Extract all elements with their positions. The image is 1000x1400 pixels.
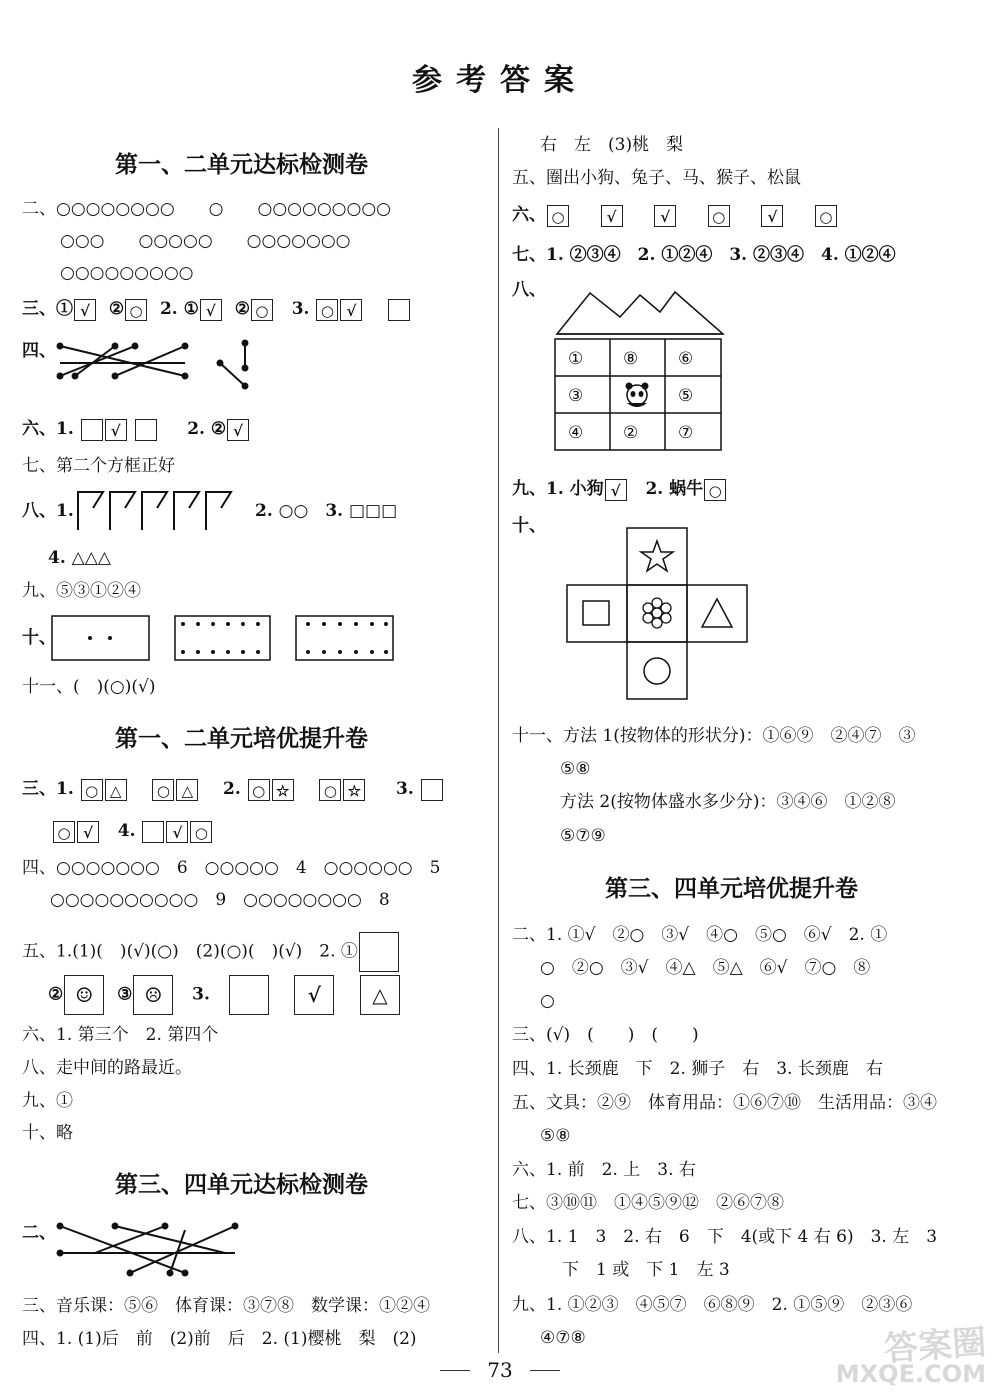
matching-lines-diagram	[55, 338, 270, 398]
label: 2. 蜗牛	[645, 479, 704, 499]
answer-box: △	[360, 975, 400, 1015]
answer-line: ○○○○○○○○○	[60, 263, 194, 283]
panda-icon	[626, 383, 649, 408]
label: ②	[48, 984, 64, 1005]
square-icon	[583, 601, 609, 625]
smiley-face-icon: ☺	[64, 975, 104, 1015]
flower-icon	[643, 598, 671, 628]
answer-box: √	[74, 299, 96, 321]
watermark-logo: 答案圈	[882, 1322, 988, 1370]
answer-line: 九、①	[22, 1091, 73, 1111]
answer-line	[512, 478, 727, 501]
answer-box: ○	[704, 479, 726, 501]
answer-line: 七、③⑩⑪ ①④⑤⑨⑫ ②⑥⑦⑧	[512, 1193, 784, 1213]
answer-box	[142, 821, 164, 843]
answer-line: 七、第二个方框正好	[22, 456, 175, 476]
answer-box: √	[761, 205, 783, 227]
answer-line: 十一、方法 1(按物体的形状分)：①⑥⑨ ②④⑦ ③	[512, 726, 916, 746]
label: 2.	[187, 419, 205, 439]
answer-box: √	[340, 299, 362, 321]
sad-face-icon: ☹	[133, 975, 173, 1015]
answer-box: √	[105, 419, 127, 441]
grid-cell: ②	[623, 423, 639, 443]
column-divider	[498, 128, 499, 1353]
answer-line: 八、走中间的路最近。	[22, 1058, 192, 1078]
answer-box: ☆	[272, 779, 294, 801]
answer-line: ④⑦⑧	[540, 1328, 586, 1348]
answer-box: ○	[547, 205, 569, 227]
label: 2.	[159, 299, 178, 319]
grid-cell: ③	[568, 386, 584, 406]
answer-line: ⑤⑦⑨	[560, 826, 606, 846]
answer-line: 方法 2(按物体盛水多少分)：③④⑥ ①②⑧	[560, 792, 896, 812]
answer-box	[229, 975, 269, 1015]
answer-line: 四、○○○○○○○ 6 ○○○○○ 4 ○○○○○○ 5	[22, 858, 441, 878]
answer-box	[421, 779, 443, 801]
answer-box	[359, 932, 399, 972]
label: ②	[210, 419, 227, 439]
answer-line	[22, 932, 400, 972]
answer-box: √	[200, 299, 222, 321]
label: 3.	[291, 299, 310, 319]
label: 六、	[512, 205, 546, 225]
label: ③	[117, 984, 133, 1005]
answer-line: 八、1. 1 3 2. 右 6 下 4(或下 4 右 6) 3. 左 3	[512, 1227, 938, 1247]
grid-cell: ⑥	[678, 349, 694, 369]
answer-box: ○	[319, 779, 341, 801]
answer-box: √	[294, 975, 334, 1015]
answer-line	[22, 778, 444, 801]
answer-line: 2. ○○ 3. □□□	[255, 501, 398, 521]
dot-boxes-diagram	[50, 614, 395, 664]
watermark-url: MXQE.COM	[835, 1360, 986, 1388]
answer-box: ○	[251, 299, 273, 321]
grid-cell: ④	[568, 423, 584, 443]
answer-line: 二、○○○○○○○○ ○ ○○○○○○○○○	[22, 199, 392, 219]
answer-box: √	[654, 205, 676, 227]
answer-line: 九、1. ①②③ ④⑤⑦ ⑥⑧⑨ 2. ①⑤⑨ ②③⑥	[512, 1295, 913, 1315]
section-title: 第三、四单元达标检测卷	[115, 1172, 368, 1198]
section-title: 第一、二单元达标检测卷	[115, 152, 368, 178]
answer-line: 十一、( )(○)(√)	[22, 677, 156, 697]
page-title: 参考答案	[412, 63, 588, 98]
answer-line: 四、1. (1)后 前 (2)前 后 2. (1)樱桃 梨 (2)	[22, 1329, 417, 1349]
label: ①	[183, 299, 199, 319]
answer-line: 六、1. 前 2. 上 3. 右	[512, 1160, 696, 1180]
answer-line: ⑤⑧	[560, 759, 591, 779]
answer-box: √	[601, 205, 623, 227]
answer-box: √	[77, 821, 99, 843]
answer-box: ○	[152, 779, 174, 801]
page-number-rule	[530, 1370, 560, 1371]
answer-line: ⑤⑧	[540, 1126, 571, 1146]
answer-box: ○	[815, 205, 837, 227]
label: ②	[234, 299, 250, 319]
answer-line: 下 1 或 下 1 左 3	[562, 1260, 730, 1280]
grid-cell: ⑤	[678, 386, 694, 406]
label: 九、1. 小狗	[512, 479, 604, 499]
answer-box: ○	[53, 821, 75, 843]
label: 三、1.	[22, 779, 74, 799]
answer-line: 五、文具：②⑨ 体育用品：①⑥⑦⑩ 生活用品：③④	[512, 1093, 937, 1113]
answer-line: 六、1. 第三个 2. 第四个	[22, 1025, 219, 1045]
answer-line: 十、	[512, 516, 546, 536]
answer-line: 五、圈出小狗、兔子、马、猴子、松鼠	[512, 168, 801, 188]
answer-line: 4. △△△	[48, 548, 111, 568]
answer-line: 九、⑤③①②④	[22, 581, 141, 601]
answer-box: ○	[190, 821, 212, 843]
label: 五、1.(1)( )(√)(○) (2)(○)( )(√) 2. ①	[22, 941, 358, 962]
section-title: 第一、二单元培优提升卷	[115, 726, 368, 752]
answer-box: √	[605, 479, 627, 501]
answer-line	[52, 820, 213, 843]
answer-line	[22, 418, 250, 441]
matching-lines-diagram	[55, 1218, 245, 1280]
cube-net-diagram	[566, 527, 750, 702]
answer-line: ○○○○○○○○○○ 9 ○○○○○○○○ 8	[50, 890, 390, 910]
star-icon	[641, 541, 673, 571]
answer-line	[22, 298, 411, 321]
answer-line: ○○○ ○○○○○ ○○○○○○○	[60, 231, 351, 251]
answer-line: 十、	[22, 628, 56, 648]
circle-icon	[644, 658, 670, 684]
label: 3.	[192, 984, 210, 1005]
page-number: 73	[487, 1358, 513, 1382]
flags-diagram	[75, 488, 235, 532]
label: 3.	[396, 779, 414, 799]
label: 三、①	[22, 299, 73, 319]
answer-box	[388, 299, 410, 321]
answer-box: √	[166, 821, 188, 843]
answer-box: ○	[316, 299, 338, 321]
answer-line: ○ ②○ ③√ ④△ ⑤△ ⑥√ ⑦○ ⑧	[540, 958, 871, 978]
answer-box: ○	[248, 779, 270, 801]
answer-line	[48, 975, 401, 1015]
label: 2.	[223, 779, 241, 799]
answer-line: 八、1.	[22, 501, 74, 521]
answer-line: 二、	[22, 1223, 56, 1243]
answer-line: 四、	[22, 341, 56, 361]
answer-box: ○	[708, 205, 730, 227]
grid-cell: ⑦	[678, 423, 694, 443]
answer-box: ○	[81, 779, 103, 801]
answer-box: √	[227, 419, 249, 441]
answer-line: 三、音乐课：⑤⑥ 体育课：③⑦⑧ 数学课：①②④	[22, 1296, 430, 1316]
grid-cell: ⑧	[623, 349, 639, 369]
answer-line: 四、1. 长颈鹿 下 2. 狮子 右 3. 长颈鹿 右	[512, 1059, 883, 1079]
grid-cell: ①	[568, 349, 584, 369]
label: 4.	[117, 821, 136, 841]
triangle-icon	[702, 599, 732, 627]
answer-line: ○	[540, 991, 555, 1011]
label: ②	[108, 299, 125, 319]
answer-box: △	[176, 779, 198, 801]
label: 六、1.	[22, 419, 74, 439]
answer-line: 八、	[512, 280, 546, 300]
answer-box: △	[105, 779, 127, 801]
answer-box	[81, 419, 103, 441]
answer-box	[135, 419, 157, 441]
answer-line: 右 左 (3)桃 梨	[540, 135, 684, 155]
answer-box: ○	[125, 299, 147, 321]
answer-line: 十、略	[22, 1123, 73, 1143]
answer-line: 二、1. ①√ ②○ ③√ ④○ ⑤○ ⑥√ 2. ①	[512, 925, 888, 945]
answer-line: 三、(√) ( ) ( )	[512, 1025, 699, 1045]
answer-line	[512, 204, 838, 227]
answer-line: 七、1. ②③④ 2. ①②④ 3. ②③④ 4. ①②④	[512, 245, 896, 265]
answer-box: ☆	[343, 779, 365, 801]
section-title: 第三、四单元培优提升卷	[605, 876, 858, 902]
